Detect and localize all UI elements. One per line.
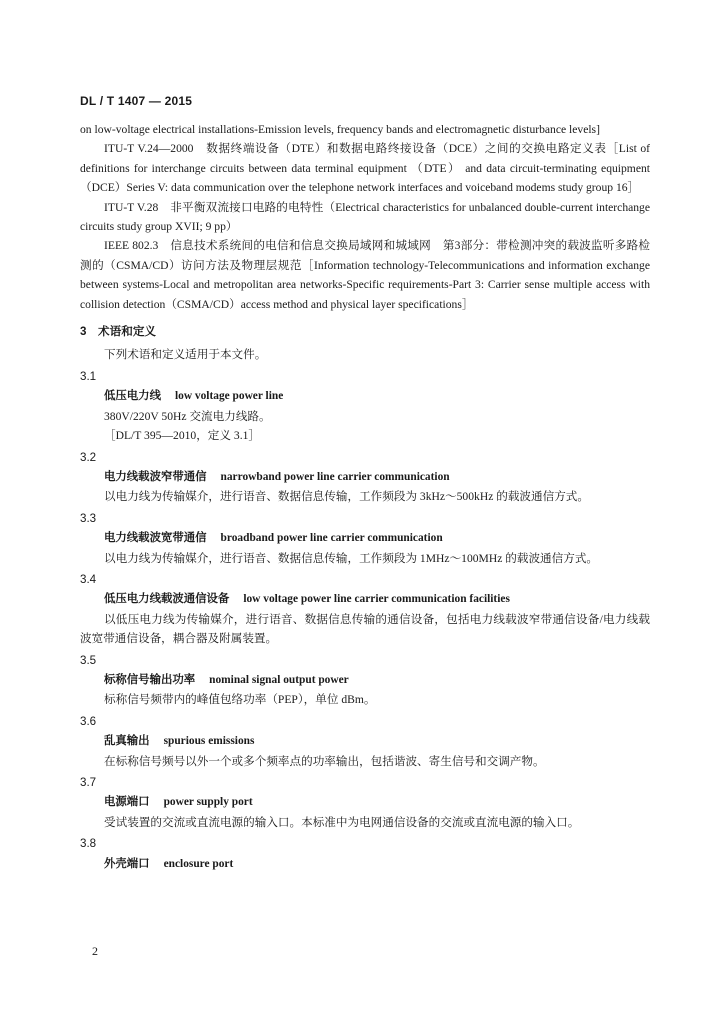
term-title-zh: 乱真输出 bbox=[104, 733, 150, 748]
term-title-zh: 电力线载波窄带通信 bbox=[104, 468, 207, 483]
term-title-en: power supply port bbox=[163, 796, 253, 809]
term-title-en: enclosure port bbox=[163, 857, 234, 870]
term-number: 3.6 bbox=[80, 714, 97, 728]
section-intro: 下列术语和定义适用于本文件。 bbox=[104, 348, 267, 362]
term-number: 3.2 bbox=[80, 450, 97, 464]
term-title-zh: 电源端口 bbox=[104, 794, 150, 809]
term-definition: 以低压电力线为传输媒介，进行语音、数据信息传输的通信设备，包括电力线载波窄带通信设备/电力线载波宽带通信设备，耦合器及附属装置。 bbox=[80, 612, 650, 646]
term-definition: 在标称信号频号以外一个或多个频率点的功率输出，包括谐波、寄生信号和交调产物。 bbox=[104, 754, 545, 768]
reference-itu-v24: ITU-T V.24—2000 数据终端设备（DTE）和数据电路终接设备（DCE）之间的交换电路定义表［List of definitions for interchange circuits between data terminal equipment （DTE） and data circuit-terminating equipment（DCE）Series V: data communication over the telephone network interfaces and voiceband modems study group 16］ bbox=[80, 142, 650, 195]
section-heading: 3 术语和定义 bbox=[80, 325, 157, 339]
term-number: 3.5 bbox=[80, 653, 97, 667]
term-title-en: low voltage power line carrier communication facilities bbox=[243, 593, 510, 606]
term-number: 3.7 bbox=[80, 776, 97, 789]
term-title-en: nominal signal output power bbox=[209, 673, 349, 686]
reference-continuation: on low-voltage electrical installations-Emission levels, frequency bands and electromagnetic disturbance levels] bbox=[80, 123, 600, 136]
term-number: 3.1 bbox=[80, 369, 97, 383]
reference-itu-v28: ITU-T V.28 非平衡双流接口电路的电特性（Electrical characteristics for unbalanced double-current interchange circuits study group XVII; 9 pp） bbox=[80, 200, 650, 234]
term-number: 3.4 bbox=[80, 572, 97, 586]
term-title bbox=[104, 528, 650, 548]
page-number: 2 bbox=[92, 944, 98, 958]
term-definition: 380V/220V 50Hz 交流电力线路。 bbox=[104, 409, 271, 423]
term-title bbox=[104, 670, 650, 690]
term-title-zh: 电力线载波宽带通信 bbox=[104, 530, 207, 545]
term-title-en: spurious emissions bbox=[163, 735, 255, 748]
term-title-zh: 低压电力线 bbox=[104, 388, 161, 403]
term-definition: 标称信号频带内的峰值包络功率（PEP），单位 dBm。 bbox=[104, 693, 376, 707]
term-definition: 受试装置的交流或直流电源的输入口。本标准中为电网通信设备的交流或直流电源的输入口。 bbox=[104, 815, 580, 829]
term-number: 3.8 bbox=[80, 837, 97, 851]
page-content bbox=[80, 120, 650, 874]
term-title-zh: 低压电力线载波通信设备 bbox=[104, 591, 230, 606]
term-title-zh: 外壳端口 bbox=[104, 855, 150, 870]
term-title-en: narrowband power line carrier communication bbox=[220, 470, 450, 483]
term-title bbox=[104, 731, 650, 751]
term-title bbox=[104, 386, 650, 406]
term-title bbox=[104, 467, 650, 487]
term-title-en: low voltage power line bbox=[174, 390, 284, 403]
term-definition: 以电力线为传输媒介，进行语音、数据信息传输，工作频段为 1MHz～100MHz 的载波通信方式。 bbox=[104, 551, 599, 565]
reference-ieee-8023: IEEE 802.3 信息技术系统间的电信和信息交换局域网和城域网 第3部分：带检测冲突的载波监听多路检测的（CSMA/CD）访问方法及物理层规范［Information technology-Telecommunications and information exchange between systems-Local and metropolitan area networks-Specific requirements-Part 3: Carrier sense multiple access with collision detection（CSMA/CD）access method and physical layer specifications］ bbox=[80, 239, 650, 311]
term-title bbox=[104, 854, 650, 874]
term-title-zh: 标称信号输出功率 bbox=[104, 671, 196, 686]
term-definition: 以电力线为传输媒介，进行语音、数据信息传输，工作频段为 3kHz～500kHz 的载波通信方式。 bbox=[104, 490, 589, 504]
term-source-note: ［DL/T 395—2010，定义 3.1］ bbox=[104, 429, 260, 443]
term-title bbox=[104, 589, 650, 609]
term-title-en: broadband power line carrier communication bbox=[220, 532, 443, 545]
term-number: 3.3 bbox=[80, 511, 97, 525]
document-id-header: DL / T 1407 — 2015 bbox=[80, 94, 193, 108]
term-title bbox=[104, 792, 650, 812]
